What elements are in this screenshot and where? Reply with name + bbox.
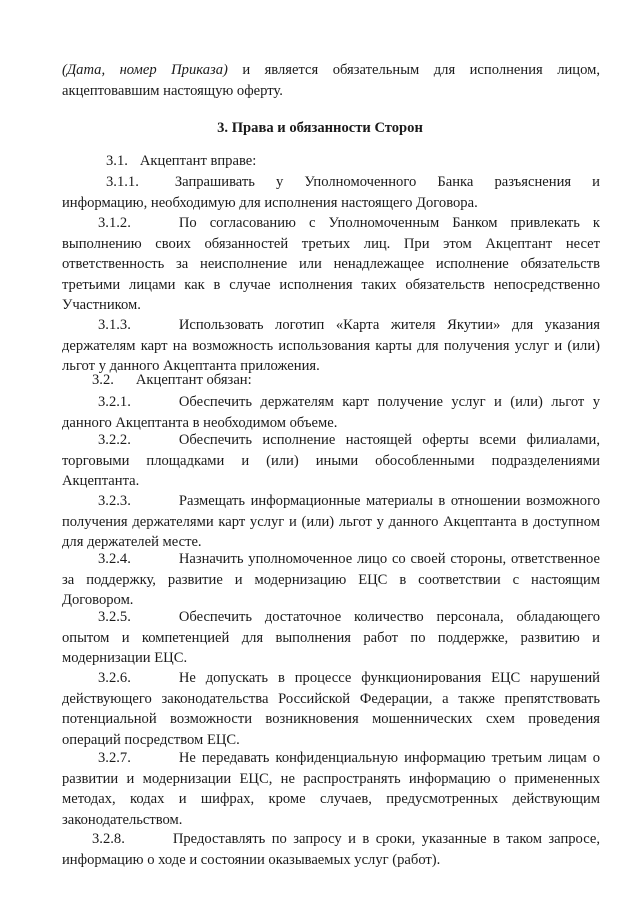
item-3-2-1 [62,392,600,433]
item-number: 3.2.1. [98,394,131,410]
item-text: Не допускать в процессе функционирования ЕЦС нарушений действующего законодательства Российской Федерации, а также препятствовать потенциальной возможности возникновения мошеннических схем проведения операций посредством ЕЦС. [62,670,600,748]
item-text: Акцептант обязан: [135,372,252,388]
item-3-1-1 [62,172,600,213]
intro-italic: (Дата, номер Приказа) [62,62,228,78]
item-3-1-2 [62,213,600,316]
item-text: Обеспечить исполнение настоящей оферты всеми филиалами, торговыми площадками и (или) иными обособленными подразделениями Акцептанта. [62,432,600,490]
item-number: 3.1.3. [98,317,131,333]
item-number: 3.2.7. [98,750,131,766]
item-text: По согласованию с Уполномоченным Банком привлекать к выполнению своих обязанностей третьих лиц. При этом Акцептант несет ответственность за неисполнение или ненадлежащее исполнение обязательств третьими лицами как в случае исполнения таких обязательств непосредственно Участником. [62,215,600,314]
item-text: Предоставлять по запросу и в сроки, указанные в таком запросе, информацию о ходе и состоянии оказываемых услуг (работ). [62,831,600,868]
item-number: 3.2.5. [98,609,131,625]
intro-text: и является обязательным для исполнения лицом, акцептовавшим настоящую оферту. [62,62,600,99]
item-number: 3.2.6. [98,670,131,686]
item-3-2 [62,370,600,391]
item-number: 3.2.3. [98,493,131,509]
item-number: 3.2.2. [98,432,131,448]
item-3-2-4 [62,549,600,611]
item-number: 3.1. [106,153,128,169]
item-text: Назначить уполномоченное лицо со своей стороны, ответственное за поддержку, развитие и модернизацию ЕЦС в соответствии с настоящим Договором. [62,551,600,609]
item-number: 3.2.8. [92,831,125,847]
item-text: Обеспечить держателям карт получение услуг и (или) льгот у данного Акцептанта в необходимом объеме. [62,394,600,431]
item-3-2-3 [62,491,600,553]
section-title: 3. Права и обязанности Сторон [217,120,423,136]
item-number: 3.1.1. [106,174,139,190]
item-3-2-6 [62,668,600,750]
item-3-2-7 [62,748,600,830]
item-3-2-8 [62,829,600,870]
item-text: Запрашивать у Уполномоченного Банка разъяснения и информацию, необходимую для исполнения настоящего Договора. [62,174,600,211]
item-text: Размещать информационные материалы в отношении возможного получения держателями карт услуг и (или) льгот у данного Акцептанта в доступном для держателей месте. [62,493,600,551]
item-number: 3.2. [92,372,114,388]
item-3-1-3 [62,315,600,377]
intro-paragraph [62,60,600,101]
item-3-1 [62,151,600,172]
item-number: 3.1.2. [98,215,131,231]
item-text: Не передавать конфиденциальную информацию третьим лицам о развитии и модернизации ЕЦС, не распространять информацию о примененных методах, кодах и шифрах, кроме случаев, предусмотренных действующим законодательством. [62,750,600,828]
item-text: Использовать логотип «Карта жителя Якутии» для указания держателям карт на возможность использования карты для получения услуг и (или) льгот у данного Акцептанта приложения. [62,317,600,375]
item-number: 3.2.4. [98,551,131,567]
item-3-2-5 [62,607,600,669]
item-3-2-2 [62,430,600,492]
item-text: Акцептант вправе: [139,153,257,169]
item-text: Обеспечить достаточное количество персонала, обладающего опытом и компетенцией для выполнения работ по поддержке, развитию и модернизации ЕЦС. [62,609,600,667]
